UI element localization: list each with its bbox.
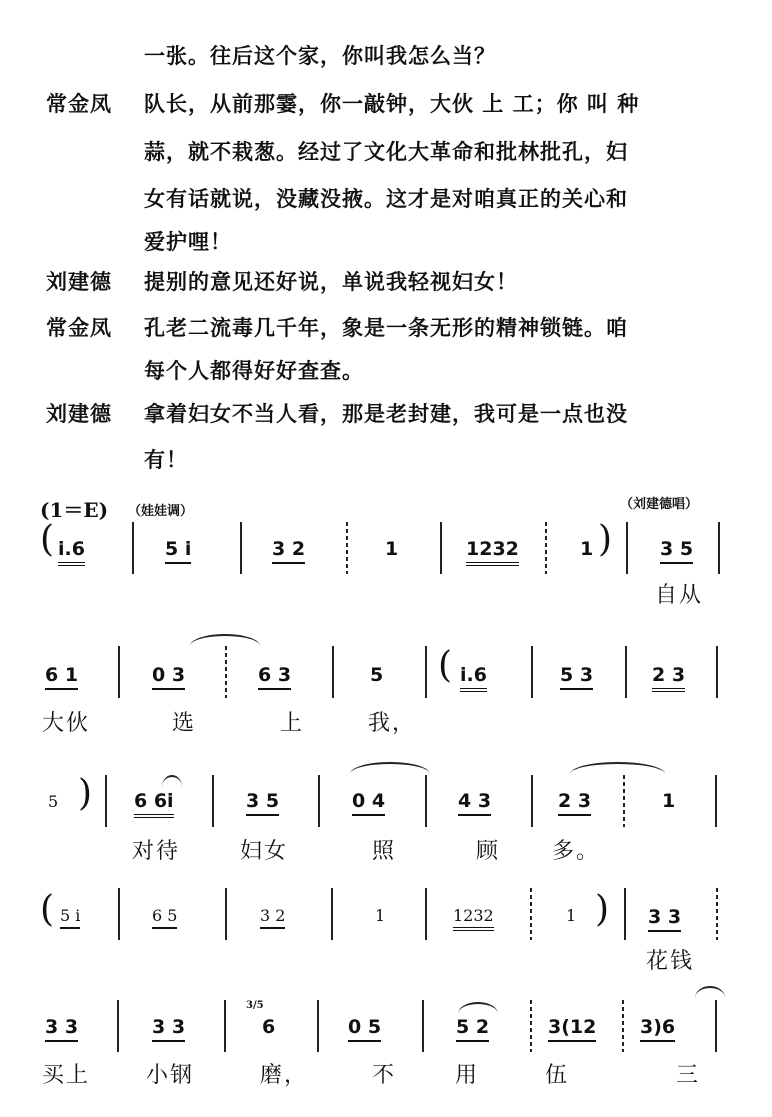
speaker-label: 刘建德 bbox=[46, 401, 112, 426]
barline bbox=[715, 1000, 717, 1052]
note-group: 5 bbox=[48, 792, 59, 811]
slur bbox=[162, 775, 182, 787]
barline bbox=[132, 522, 134, 574]
close-paren: ) bbox=[78, 773, 93, 814]
close-paren: ) bbox=[598, 519, 613, 560]
note-group: 5 3 bbox=[560, 664, 593, 690]
note-group: 0 4 bbox=[352, 790, 385, 816]
note-group: 6 1 bbox=[45, 664, 78, 690]
note-group: 0 5 bbox=[348, 1016, 381, 1042]
open-paren: ( bbox=[438, 645, 453, 686]
note-group: 1 bbox=[580, 538, 594, 560]
lyric: 花钱 bbox=[646, 949, 695, 974]
barline bbox=[212, 775, 214, 827]
note-group: 1232 bbox=[453, 906, 494, 931]
barline bbox=[346, 522, 348, 574]
dialogue-line: 一张。往后这个家，你叫我怎么当？ bbox=[144, 43, 496, 68]
grace-note: 3/5 bbox=[246, 1000, 264, 1011]
barline bbox=[225, 888, 227, 940]
note-group: 3)6 bbox=[640, 1016, 675, 1042]
barline bbox=[530, 1000, 532, 1052]
barline bbox=[531, 646, 533, 698]
note-group: 0 3 bbox=[152, 664, 185, 690]
barline bbox=[530, 888, 532, 940]
lyric: 磨， bbox=[260, 1063, 309, 1088]
barline bbox=[622, 1000, 624, 1052]
lyric: 选 bbox=[172, 711, 197, 736]
note-group: 6 bbox=[262, 1016, 276, 1038]
lyric: 多。 bbox=[552, 839, 601, 864]
key-signature: (1＝E) bbox=[40, 498, 109, 522]
lyric: 用 bbox=[455, 1063, 480, 1088]
note-group: 5 bbox=[370, 664, 384, 686]
lyric: 我， bbox=[368, 711, 417, 736]
dialogue-line: 拿着妇女不当人看，那是老封建，我可是一点也没 bbox=[144, 401, 628, 426]
barline bbox=[331, 888, 333, 940]
lyric: 买上 bbox=[42, 1063, 91, 1088]
note-group: 3 2 bbox=[272, 538, 305, 564]
note-group: 6 6i bbox=[134, 790, 174, 818]
note-group: i.6 bbox=[58, 538, 85, 566]
barline bbox=[224, 1000, 226, 1052]
note-group: 1 bbox=[375, 906, 386, 925]
open-paren: ( bbox=[40, 889, 55, 930]
note-group: 3 3 bbox=[648, 906, 681, 932]
note-group: 3 5 bbox=[660, 538, 693, 564]
note-group: 6 5 bbox=[152, 906, 177, 929]
barline bbox=[240, 522, 242, 574]
note-group: 3 5 bbox=[246, 790, 279, 816]
slur bbox=[190, 634, 260, 646]
dialogue-line: 蒜，就不栽葱。经过了文化大革命和批林批孔，妇 bbox=[144, 139, 628, 164]
note-group: 3 3 bbox=[45, 1016, 78, 1042]
dialogue-line: 提别的意见还好说，单说我轻视妇女！ bbox=[144, 269, 518, 294]
barline bbox=[332, 646, 334, 698]
lyric: 妇女 bbox=[240, 839, 289, 864]
barline bbox=[117, 1000, 119, 1052]
barline bbox=[118, 646, 120, 698]
dialogue-line: 孔老二流毒几千年，象是一条无形的精神锁链。咱 bbox=[144, 315, 628, 340]
slur bbox=[458, 1002, 498, 1014]
lyric: 上 bbox=[280, 711, 305, 736]
note-group: 3(12 bbox=[548, 1016, 596, 1042]
slur bbox=[570, 762, 665, 774]
singer-label: （刘建德唱） bbox=[620, 497, 699, 512]
slur bbox=[695, 986, 725, 998]
barline bbox=[105, 775, 107, 827]
barline bbox=[623, 775, 625, 827]
note-group: 3 3 bbox=[152, 1016, 185, 1042]
barline bbox=[318, 775, 320, 827]
barline bbox=[225, 646, 227, 698]
note-group: 1 bbox=[566, 906, 577, 925]
lyric: 照 bbox=[372, 839, 397, 864]
barline bbox=[715, 775, 717, 827]
note-group: 5 2 bbox=[456, 1016, 489, 1042]
lyric: 不 bbox=[372, 1063, 397, 1088]
barline bbox=[718, 522, 720, 574]
lyric: 小钢 bbox=[146, 1063, 195, 1088]
barline bbox=[425, 775, 427, 827]
note-group: 3 2 bbox=[260, 906, 285, 929]
lyric: 顾 bbox=[476, 839, 501, 864]
lyric: 大伙 bbox=[42, 711, 91, 736]
lyric: 对待 bbox=[132, 839, 181, 864]
note-group: 4 3 bbox=[458, 790, 491, 816]
note-group: 1 bbox=[662, 790, 676, 812]
tune-label: （娃娃调） bbox=[128, 504, 194, 519]
dialogue-line: 女有话就说，没藏没掖。这才是对咱真正的关心和 bbox=[144, 186, 628, 211]
lyric: 自从 bbox=[655, 583, 704, 608]
barline bbox=[626, 522, 628, 574]
barline bbox=[716, 888, 718, 940]
note-group: 5 i bbox=[60, 906, 80, 929]
lyric: 伍 bbox=[545, 1063, 570, 1088]
speaker-label: 常金凤 bbox=[46, 315, 112, 340]
note-group: 2 3 bbox=[652, 664, 685, 692]
speaker-label: 刘建德 bbox=[46, 269, 112, 294]
speaker-label: 常金凤 bbox=[46, 91, 112, 116]
close-paren: ) bbox=[595, 889, 610, 930]
open-paren: ( bbox=[40, 519, 55, 560]
note-group: 6 3 bbox=[258, 664, 291, 690]
barline bbox=[625, 646, 627, 698]
note-group: 1232 bbox=[466, 538, 519, 566]
note-group: 5 i bbox=[165, 538, 191, 564]
barline bbox=[545, 522, 547, 574]
barline bbox=[624, 888, 626, 940]
barline bbox=[716, 646, 718, 698]
barline bbox=[425, 888, 427, 940]
dialogue-line: 每个人都得好好查查。 bbox=[144, 358, 364, 383]
note-group: 2 3 bbox=[558, 790, 591, 816]
barline bbox=[531, 775, 533, 827]
barline bbox=[317, 1000, 319, 1052]
lyric: 三 bbox=[676, 1063, 701, 1088]
barline bbox=[422, 1000, 424, 1052]
barline bbox=[425, 646, 427, 698]
note-group: 1 bbox=[385, 538, 399, 560]
slur bbox=[350, 762, 430, 774]
barline bbox=[118, 888, 120, 940]
dialogue-line: 队长，从前那霎，你一敲钟，大伙 上 工；你 叫 种 bbox=[144, 91, 640, 116]
dialogue-line: 爱护哩！ bbox=[144, 229, 232, 254]
note-group: i.6 bbox=[460, 664, 487, 692]
barline bbox=[440, 522, 442, 574]
dialogue-line: 有！ bbox=[144, 447, 188, 472]
